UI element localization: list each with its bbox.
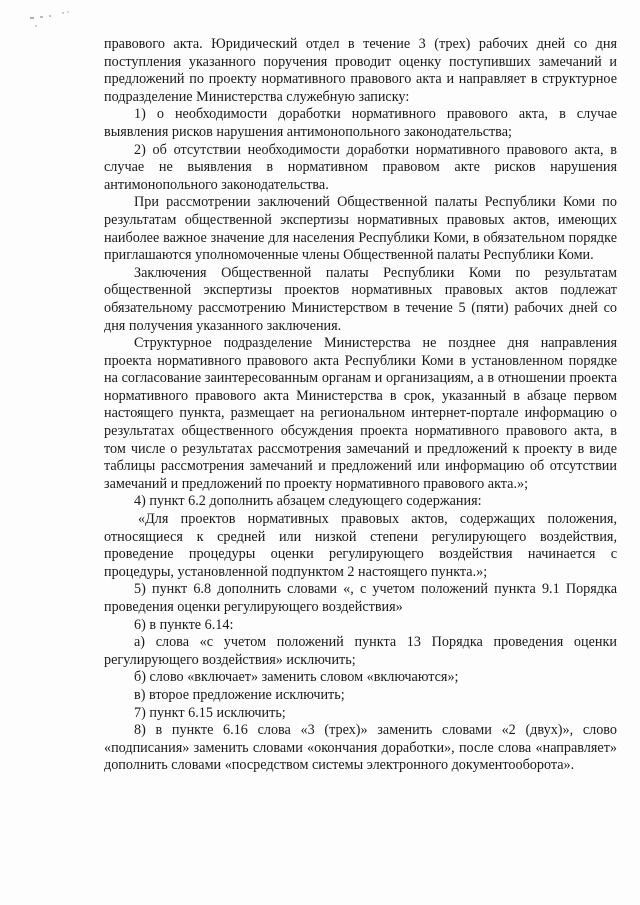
paragraph-amendment-6b: б) слово «включает» заменить словом «включаются»; — [134, 669, 459, 686]
paragraph-amendment-4: 4) пункт 6.2 дополнить абзацем следующего содержания: — [134, 493, 482, 510]
paragraph-continuation: правового акта. Юридический отдел в течение 3 (трех) рабочих дней со дня поступления указанного поручения проводит оценку поступивших замечаний и предложений по проекту нормативного правового акта и направляет в структурное подразделение Министерства служебную записку: — [104, 36, 617, 105]
paragraph-amendment-5: 5) пункт 6.8 дополнить словами «, с учетом положений пункта 9.1 Порядка проведения оценки регулирующего воздействия» — [104, 581, 617, 615]
paragraph-amendment-6a: а) слова «с учетом положений пункта 13 Порядка проведения оценки регулирующего воздействия» исключить; — [104, 634, 617, 668]
paragraph-amendment-6v: в) второе предложение исключить; — [134, 686, 345, 703]
paragraph-item-2: 2) об отсутствии необходимости доработки нормативного правового акта, в случае не выявления в нормативном правовом акте рисков нарушения антимонопольного законодательства. — [104, 141, 617, 193]
paragraph-item-1: 1) о необходимости доработки нормативного правового акта, в случае выявления рисков нарушения антимонопольного законодательства; — [104, 106, 617, 140]
paragraph-amendment-7: 7) пункт 6.15 исключить; — [134, 704, 286, 721]
scan-artifact-marks — [28, 8, 88, 30]
paragraph-public-chamber-consideration: При рассмотрении заключений Общественной палаты Республики Коми по результатам общественной экспертизы нормативных правовых актов, имеющих наиболее важное значение для населения Республики Коми, в обязательном порядке приглашаются уполномоченные члены Общественной палаты Республики Коми. — [104, 194, 617, 264]
paragraph-structural-division: Структурное подразделение Министерства не позднее дня направления проекта нормативного правового акта Республики Коми в установленном порядке на согласование заинтересованным органам и организациям, а в отношении проекта нормативного правового акта Министерства в срок, указанный в абзаце первом настоящего пункта, размещает на региональном интернет-портале информацию о результатах общественного обсуждения проекта нормативного правового акта, в том числе о результатах рассмотрения замечаний и предложений к проекту в виде таблицы рассмотрения замечаний и предложений или информацию об отсутствии замечаний и предложений по проекту нормативного правового акта.»; — [104, 335, 617, 492]
paragraph-public-chamber-conclusions: Заключения Общественной палаты Республики Коми по результатам общественной экспертизы проектов нормативных правовых актов подлежат обязательному рассмотрению Министерством в течение 5 (пяти) рабочих дней со дня получения указанного заключения. — [104, 264, 617, 334]
paragraph-amendment-8: 8) в пункте 6.16 слова «3 (трех)» заменить словами «2 (двух)», слово «подписания» заменить словами «окончания доработки», после слова «направляет» дополнить словами «посредством системы электронного документооборота». — [104, 722, 617, 774]
paragraph-quoted-addition: «Для проектов нормативных правовых актов, содержащих положения, относящиеся к средней или низкой степени регулирующего воздействия, проведение процедуры оценки регулирующего воздействия начинается с процедуры, установленной подпунктом 2 настоящего пункта.»; — [104, 511, 617, 580]
document-body — [104, 36, 617, 775]
paragraph-amendment-6: 6) в пункте 6.14: — [134, 616, 234, 633]
